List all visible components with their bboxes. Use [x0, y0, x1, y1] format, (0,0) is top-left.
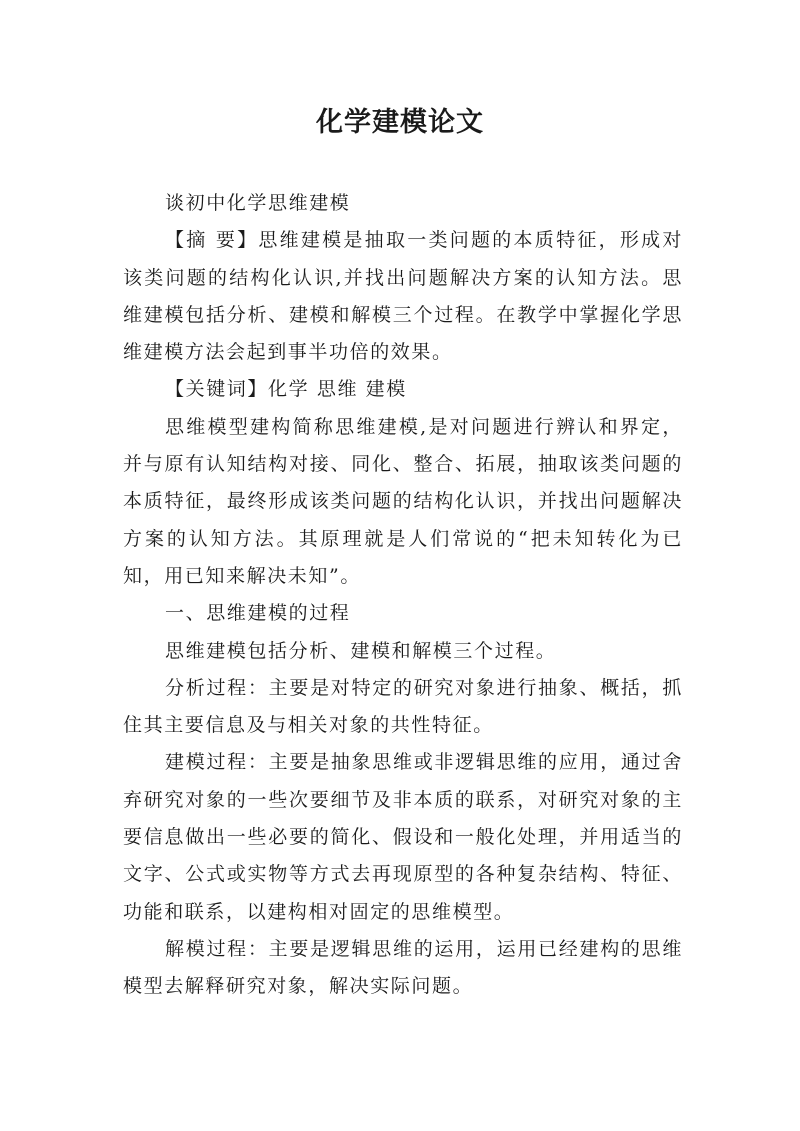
paragraph-abstract: 【摘 要】思维建模是抽取一类问题的本质特征，形成对该类问题的结构化认识,并找出问题解决方案的认知方法。思维建模包括分析、建模和解模三个过程。在教学中掌握化学思维建模方法会起到事半功倍的效果。 [123, 229, 683, 364]
paragraph-subtitle: 谈初中化学思维建模 [165, 192, 351, 214]
section-heading-process: 一、思维建模的过程 [165, 602, 351, 625]
document-body [123, 185, 683, 1006]
document-title: 化学建模论文 [316, 107, 484, 138]
paragraph-solving: 解模过程：主要是逻辑思维的运用，运用已经建构的思维模型去解释研究对象，解决实际问题。 [123, 937, 683, 998]
paragraph-keywords: 【关键词】化学 思维 建模 [165, 378, 407, 401]
paragraph-analysis: 分析过程：主要是对特定的研究对象进行抽象、概括，抓住其主要信息及与相关对象的共性特征。 [123, 676, 683, 737]
paragraph-intro: 思维模型建构简称思维建模,是对问题进行辨认和界定，并与原有认知结构对接、同化、整合、拓展，抽取该类问题的本质特征，最终形成该类问题的结构化认识，并找出问题解决方案的认知方法。其原理就是人们常说的“把未知转化为已知，用已知来解决未知”。 [123, 415, 683, 587]
paragraph-process-overview: 思维建模包括分析、建模和解模三个过程。 [165, 639, 557, 662]
paragraph-modeling: 建模过程：主要是抽象思维或非逻辑思维的应用，通过舍弃研究对象的一些次要细节及非本质的联系，对研究对象的主要信息做出一些必要的简化、假设和一般化处理，并用适当的文字、公式或实物等方式去再现原型的各种复杂结构、特征、功能和联系，以建构相对固定的思维模型。 [123, 751, 683, 923]
